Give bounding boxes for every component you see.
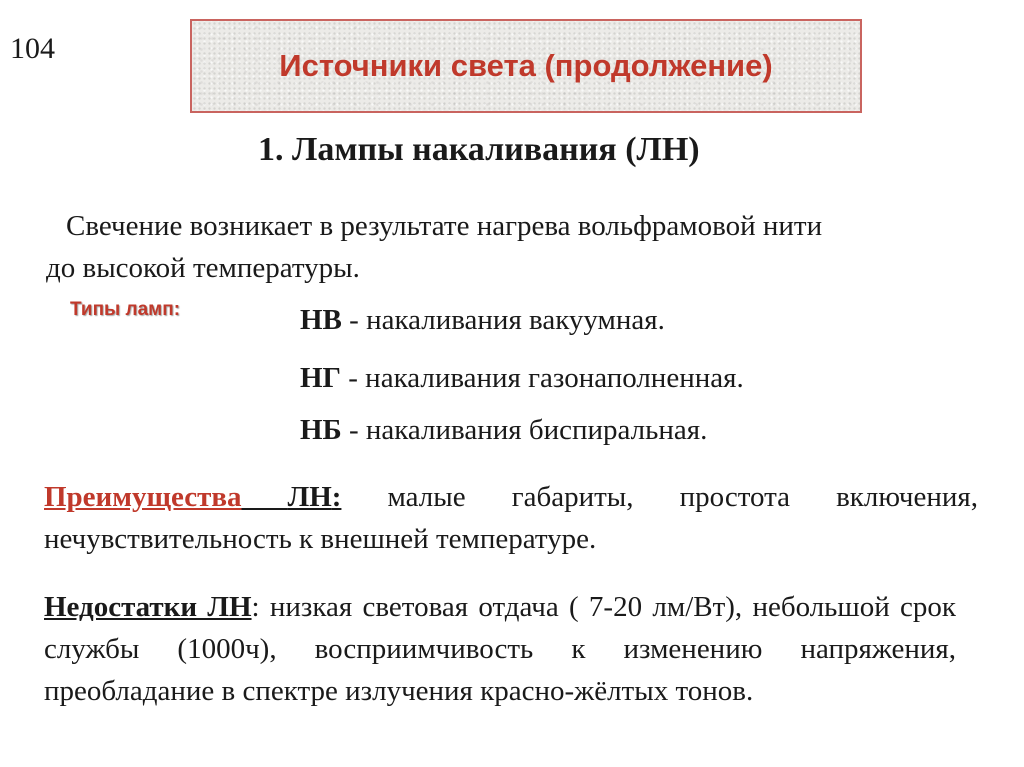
section-heading: 1. Лампы накаливания (ЛН) — [258, 131, 700, 168]
lamp-type-item — [300, 410, 707, 450]
slide-number: 104 — [10, 32, 55, 65]
disadvantages-colon: : — [251, 591, 260, 623]
lamp-type-description: - накаливания биспиральная. — [341, 414, 708, 446]
title-banner — [190, 19, 862, 113]
lamp-types-label: Типы ламп: — [70, 299, 181, 320]
lamp-type-code: НВ — [300, 304, 342, 336]
disadvantages-paragraph — [44, 586, 956, 712]
lamp-type-description: - накаливания газонаполненная. — [341, 362, 744, 394]
advantages-colon: : — [331, 481, 342, 513]
description-line-2: до высокой температуры. — [46, 252, 360, 284]
advantages-gap — [242, 481, 288, 513]
lamp-type-description: - накаливания вакуумная. — [341, 304, 665, 336]
description-line-1: Свечение возникает в результате нагрева вольфрамовой нити — [66, 210, 823, 242]
advantages-label: Преимущества — [44, 481, 242, 513]
advantages-text: малые габариты, простота включения, нечувствительность к внешней температуре. — [44, 481, 978, 555]
lamp-type-item — [300, 300, 665, 340]
lamp-type-code: НБ — [300, 414, 342, 446]
lamp-type-item — [300, 358, 744, 398]
advantages-paragraph — [44, 476, 978, 560]
lamp-type-code: НГ — [300, 362, 342, 394]
advantages-abbr: ЛН — [287, 481, 332, 513]
disadvantages-label: Недостатки ЛН — [44, 591, 252, 623]
slide-title: Источники света (продолжение) — [279, 48, 773, 83]
disadvantages-text: низкая световая отдача ( 7-20 лм/Вт), небольшой срок службы (1000ч), восприимчивость к изменению напряжения, преобладание в спектре излучения красно-жёлтых тонов. — [44, 591, 956, 707]
